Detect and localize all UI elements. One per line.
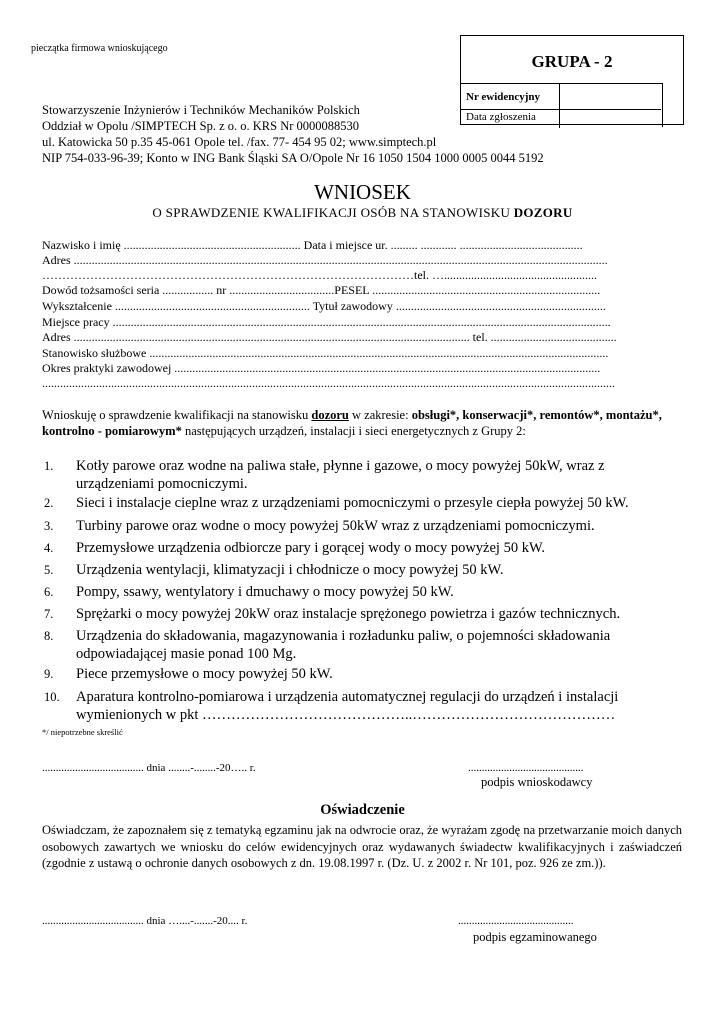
field-work-address-phone[interactable]: Adres .................................................................................................................................... tel. .......................................... [42, 330, 617, 344]
date-field-applicant[interactable]: ..................................... dnia ........-........-20….. r. [42, 762, 256, 774]
item-number: 7. [44, 607, 54, 621]
org-name: Stowarzyszenie Inżynierów i Techników Mechaników Polskich [42, 103, 360, 117]
field-education-title[interactable]: Wykształcenie ................................................................. Tytuł zawodowy ...................................................................... [42, 299, 606, 313]
document-subtitle [0, 205, 725, 221]
field-workplace[interactable]: Miejsce pracy ...................................................................................................................................................................... [42, 315, 611, 329]
signature-label-applicant: podpis wnioskodawcy [481, 775, 593, 789]
item-number: 10. [44, 690, 60, 704]
list-item: Kotły parowe oraz wodne na paliwa stałe, płynne i gazowe, o mocy powyżej 50kW, wraz z urządzeniami pomocniczymi. [76, 458, 605, 492]
field-name-birth[interactable]: Nazwisko i imię ........................................................... Data i miejsce ur. ......... ............ ......................................... [42, 238, 583, 252]
request-mid: w zakresie: [348, 408, 412, 422]
list-item: Urządzenia wentylacji, klimatyzacji i chłodnicze o mocy powyżej 50 kW. [76, 562, 504, 578]
request-scope: obsługi*, konserwacji*, remontów*, montażu*, kontrolno - pomiarowym* [42, 408, 662, 438]
subtitle-bold: DOZORU [513, 205, 573, 220]
request-paragraph [42, 407, 682, 439]
field-extra-line[interactable]: ............................................................................................................................................................................................... [42, 376, 615, 390]
subtitle-text: O SPRAWDZENIE KWALIFIKACJI OSÓB NA STANOWISKU [152, 205, 514, 220]
list-item: Aparatura kontrolno-pomiarowa i urządzenia automatycznej regulacji do urządzeń i instalacji wymienionych w pkt ……………………………………..…………………………………… [76, 689, 619, 723]
field-practice-period[interactable]: Okres praktyki zawodowej .............................................................................................................................................. [42, 361, 601, 375]
list-item: Sprężarki o mocy powyżej 20kW oraz instalacje sprężonego powietrza i gazów technicznych. [76, 606, 621, 622]
list-item: Pompy, ssawy, wentylatory i dmuchawy o mocy powyżej 50 kW. [76, 584, 454, 600]
signature-line-applicant[interactable]: .......................................... [468, 762, 584, 774]
item-number: 6. [44, 585, 54, 599]
date-field-examinee[interactable]: ..................................... dnia …....-.......-20.... r. [42, 915, 248, 927]
registry-number-label: Nr ewidencyjny [460, 84, 560, 109]
registry-grid [460, 83, 663, 127]
declaration-title: Oświadczenie [320, 802, 405, 818]
footnote: */ niepotrzebne skreślić [42, 727, 123, 737]
request-pre: Wnioskuję o sprawdzenie kwalifikacji na stanowisku [42, 408, 312, 422]
item-number: 5. [44, 563, 54, 577]
field-position[interactable]: Stanowisko służbowe ......................................................................................................................................................... [42, 346, 609, 360]
request-post: następujących urządzeń, instalacji i sieci energetycznych z Grupy 2: [181, 424, 526, 438]
submission-date-label: Data zgłoszenia [460, 110, 560, 128]
item-number: 4. [44, 541, 54, 555]
item-number: 2. [44, 496, 54, 510]
org-branch: Oddział w Opolu /SIMPTECH Sp. z o. o. KRS Nr 0000088530 [42, 119, 360, 133]
org-address: ul. Katowicka 50 p.35 45-061 Opole tel. /fax. 77- 454 95 02; www.simptech.pl [42, 135, 437, 149]
registry-box [460, 35, 684, 125]
item-number: 9. [44, 667, 54, 681]
list-item: Urządzenia do składowania, magazynowania i rozładunku paliw, o pojemności składowania odpowiadającej masie ponad 100 Mg. [76, 628, 611, 662]
declaration-text: Oświadczam, że zapoznałem się z tematyką egzaminu jak na odwrocie oraz, że wyrażam zgodę na przetwarzanie moich danych osobowych zawartych we wniosku do celów ewidencyjnych oraz wydawanych świadectw kwalifikacyjnych i zaświadczeń (zgodnie z ustawą o ochronie danych osobowych z dn. 19.08.1997 r. (Dz. U. z 2002 r. Nr 101, poz. 926 ze zm.)). [42, 823, 682, 870]
list-item: Turbiny parowe oraz wodne o mocy powyżej 50kW wraz z urządzeniami pomocniczymi. [76, 518, 595, 534]
item-number: 3. [44, 519, 54, 533]
field-id-pesel[interactable]: Dowód tożsamości seria ................. nr ...................................PESEL ............................................................................ [42, 283, 601, 297]
signature-line-examinee[interactable]: .......................................... [458, 915, 574, 927]
submission-date-row [460, 109, 661, 128]
list-item: Przemysłowe urządzenia odbiorcze pary i gorącej wody o mocy powyżej 50 kW. [76, 540, 545, 556]
signature-label-examinee: podpis egzaminowanego [473, 930, 597, 944]
document-title: WNIOSEK [314, 180, 411, 204]
org-nip-account: NIP 754-033-96-39; Konto w ING Bank Śląski SA O/Opole Nr 16 1050 1504 1000 0005 0044 5192 [42, 151, 544, 165]
item-number: 1. [44, 459, 54, 473]
item-number: 8. [44, 629, 54, 643]
request-dozoru: dozoru [311, 408, 349, 422]
list-item: Piece przemysłowe o mocy powyżej 50 kW. [76, 666, 333, 682]
list-item: Sieci i instalacje cieplne wraz z urządzeniami pomocniczymi o przesyle ciepła powyżej 50 kW. [76, 495, 629, 511]
stamp-label: pieczątka firmowa wnioskującego [31, 43, 168, 54]
group-label: GRUPA - 2 [531, 52, 613, 71]
field-address-phone[interactable]: …………………………………………………………………………………tel. …................................................... [42, 268, 597, 282]
field-address[interactable]: Adres .................................................................................................................................................................................. [42, 253, 608, 267]
